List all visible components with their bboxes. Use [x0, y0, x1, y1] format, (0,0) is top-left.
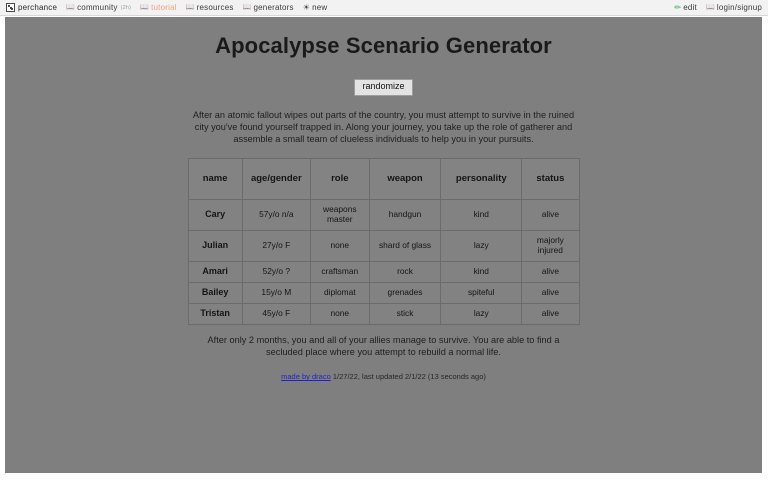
book-icon: 📖 — [140, 4, 150, 11]
column-header-name: name — [188, 158, 242, 199]
column-header-role: role — [310, 158, 369, 199]
nav-label-login-signup: login/signup — [716, 3, 762, 12]
cell-weapon: shard of glass — [369, 230, 441, 261]
cell-role: none — [310, 230, 369, 261]
generator-content — [184, 17, 584, 381]
column-header-personality: personality — [441, 158, 522, 199]
navbar-right-group — [674, 3, 762, 12]
top-navbar — [0, 0, 768, 16]
nav-item-generators[interactable] — [243, 3, 294, 12]
column-header-age-gender: age/gender — [242, 158, 310, 199]
page-title: Apocalypse Scenario Generator — [215, 33, 552, 58]
cell-status: alive — [522, 303, 579, 324]
cell-name: Cary — [188, 199, 242, 230]
outro-paragraph: After only 2 months, you and all of your allies manage to survive. You are able to find a secluded place where you attempt to rebuild a normal life. — [207, 334, 560, 357]
generator-canvas — [5, 17, 762, 473]
nav-item-edit[interactable] — [674, 3, 697, 12]
cell-age-gender: 45y/o F — [242, 303, 310, 324]
cell-role: none — [310, 303, 369, 324]
cell-role: diplomat — [310, 282, 369, 303]
globe-icon: ☀ — [302, 2, 311, 12]
pencil-icon: ✏ — [674, 2, 682, 12]
cell-weapon: rock — [369, 261, 441, 282]
intro-paragraph: After an atomic fallout wipes out parts of the country, you must attempt to survive in the ruined city you've found yourself trapped in. Along your journey, you take up the role of gatherer and assemble a small team of clueless individuals to help you in your pursuits. — [192, 110, 575, 144]
cell-role: weapons master — [310, 199, 369, 230]
cell-status: majorly injured — [522, 230, 579, 261]
nav-item-resources[interactable] — [186, 3, 234, 12]
cell-personality: spiteful — [441, 282, 522, 303]
cell-age-gender: 15y/o M — [242, 282, 310, 303]
book-icon: 📖 — [185, 4, 195, 11]
made-by-link[interactable]: made by draco — [281, 372, 331, 382]
table-row — [188, 303, 579, 324]
cell-personality: kind — [441, 199, 522, 230]
table-header-row — [188, 158, 579, 199]
cell-weapon: grenades — [369, 282, 441, 303]
cell-name: Julian — [188, 230, 242, 261]
cell-age-gender: 52y/o ? — [242, 261, 310, 282]
table-head — [188, 158, 579, 199]
cell-weapon: handgun — [369, 199, 441, 230]
credit-timestamp: 1/27/22, last updated 2/1/22 (13 seconds ago) — [332, 372, 486, 382]
table-body — [188, 199, 579, 324]
nav-label-new: new — [312, 3, 328, 12]
cell-name: Bailey — [188, 282, 242, 303]
nav-label-resources: resources — [196, 3, 234, 12]
cell-personality: kind — [441, 261, 522, 282]
nav-badge-community: (2h) — [120, 4, 132, 11]
table-row — [188, 199, 579, 230]
nav-item-perchance[interactable] — [6, 3, 57, 12]
nav-label-tutorial: tutorial — [151, 3, 177, 12]
table-row — [188, 261, 579, 282]
nav-label-community: community — [77, 3, 118, 12]
book-icon: 📖 — [242, 4, 252, 11]
cell-status: alive — [522, 199, 579, 230]
cell-status: alive — [522, 261, 579, 282]
book-icon: 📖 — [705, 4, 715, 11]
cell-name: Amari — [188, 261, 242, 282]
nav-item-tutorial[interactable] — [140, 3, 177, 12]
navbar-left-group — [6, 3, 674, 12]
book-icon: 📖 — [66, 4, 76, 11]
table-row — [188, 230, 579, 261]
column-header-status: status — [522, 158, 579, 199]
randomize-button-row — [184, 76, 584, 96]
nav-label-perchance: perchance — [18, 3, 58, 12]
cell-name: Tristan — [188, 303, 242, 324]
cell-weapon: stick — [369, 303, 441, 324]
cell-personality: lazy — [441, 230, 522, 261]
column-header-weapon: weapon — [369, 158, 441, 199]
scenario-table — [188, 158, 580, 325]
cell-personality: lazy — [441, 303, 522, 324]
nav-label-edit: edit — [683, 3, 697, 12]
cell-age-gender: 57y/o n/a — [242, 199, 310, 230]
scenario-table-wrap — [184, 158, 584, 325]
cell-role: craftsman — [310, 261, 369, 282]
nav-item-login-signup[interactable] — [706, 3, 762, 12]
cell-status: alive — [522, 282, 579, 303]
perchance-logo-icon — [6, 3, 15, 12]
table-row — [188, 282, 579, 303]
randomize-button[interactable]: randomize — [354, 79, 412, 96]
credit-line — [184, 372, 584, 381]
nav-item-new[interactable] — [303, 3, 328, 12]
cell-age-gender: 27y/o F — [242, 230, 310, 261]
nav-label-generators: generators — [253, 3, 294, 12]
nav-item-community[interactable] — [66, 3, 131, 12]
